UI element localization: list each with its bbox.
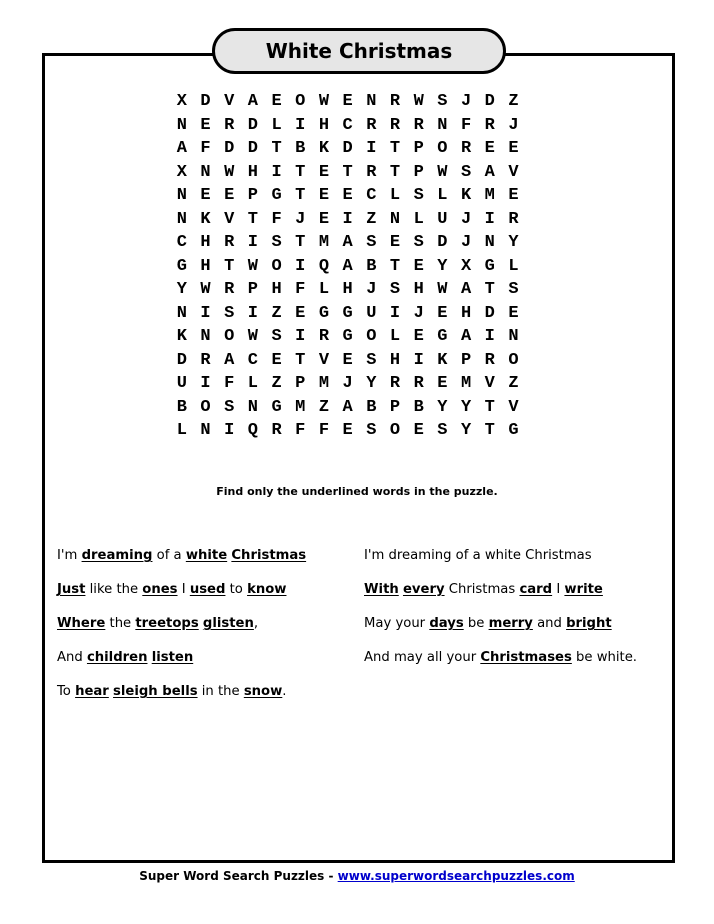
footer-brand: Super Word Search Puzzles - <box>139 869 338 883</box>
grid-letter: V <box>318 350 330 370</box>
grid-letter: C <box>176 233 187 252</box>
grid-letter: M <box>460 374 472 393</box>
grid-letter: R <box>318 327 330 346</box>
grid-letter: A <box>342 256 353 276</box>
grid-letter: J <box>508 115 519 135</box>
grid-letter: H <box>318 115 330 135</box>
grid-letter: G <box>271 186 282 205</box>
grid-letter: R <box>389 115 401 135</box>
grid-letter: I <box>247 303 258 323</box>
grid-letter: A <box>176 139 187 158</box>
grid-letter: D <box>224 139 235 158</box>
grid-letter: T <box>224 256 235 276</box>
grid-letter: S <box>366 350 377 370</box>
grid-letter: T <box>484 280 495 299</box>
grid-letter: C <box>366 186 377 205</box>
grid-letter: E <box>342 350 353 370</box>
grid-letter: R <box>200 350 211 370</box>
grid-letter: I <box>200 303 211 323</box>
grid-letter: R <box>413 374 424 393</box>
grid-row <box>170 419 550 443</box>
grid-letter: B <box>366 397 377 417</box>
keyword: every <box>402 582 445 597</box>
grid-letter: G <box>508 421 519 440</box>
grid-letter: I <box>389 303 401 323</box>
grid-row <box>170 90 550 114</box>
grid-letter: G <box>342 303 353 323</box>
grid-letter: R <box>460 139 472 158</box>
grid-letter: W <box>437 280 448 299</box>
grid-letter: N <box>437 115 448 135</box>
grid-letter: S <box>460 162 472 182</box>
grid-letter: T <box>389 162 401 182</box>
grid-letter: Y <box>176 280 187 299</box>
grid-letter: E <box>224 186 235 205</box>
grid-row <box>170 255 550 279</box>
grid-letter: I <box>295 115 306 135</box>
grid-letter: V <box>224 92 235 111</box>
grid-letter: B <box>366 256 377 276</box>
grid-letter: H <box>342 280 353 299</box>
grid-letter: D <box>484 303 495 323</box>
grid-letter: N <box>176 186 187 205</box>
grid-letter: E <box>508 303 519 323</box>
grid-letter: P <box>247 280 258 299</box>
grid-letter: N <box>508 327 519 346</box>
keyword: hear <box>75 684 109 699</box>
grid-letter: E <box>342 92 353 111</box>
grid-letter: Y <box>508 233 519 252</box>
grid-letter: K <box>200 209 211 229</box>
grid-letter: I <box>366 139 377 158</box>
grid-letter: F <box>295 421 306 440</box>
grid-letter: Z <box>271 303 282 323</box>
grid-letter: E <box>200 115 211 135</box>
keyword: glisten <box>202 616 254 631</box>
grid-letter: T <box>295 162 306 182</box>
grid-letter: S <box>366 421 377 440</box>
grid-letter: H <box>200 256 211 276</box>
grid-letter: E <box>318 209 330 229</box>
grid-letter: T <box>484 421 495 440</box>
grid-letter: B <box>295 139 306 158</box>
grid-letter: T <box>295 186 306 205</box>
lyric-text: Christmas <box>444 582 520 597</box>
grid-letter: O <box>200 397 211 417</box>
grid-letter: I <box>413 350 424 370</box>
grid-letter: E <box>271 350 282 370</box>
grid-letter: E <box>318 162 330 182</box>
grid-letter: J <box>460 209 472 229</box>
instruction-text: Find only the underlined words in the puzzle. <box>216 485 498 498</box>
grid-row <box>170 396 550 420</box>
lyric-text: of a <box>152 548 186 563</box>
lyric-text: , <box>253 616 259 631</box>
grid-letter: L <box>318 280 330 299</box>
grid-letter: X <box>176 92 187 111</box>
grid-letter: M <box>318 374 330 393</box>
grid-letter: F <box>318 421 330 440</box>
keyword: sleigh bells <box>113 684 198 699</box>
grid-letter: W <box>318 92 330 111</box>
grid-letter: P <box>413 162 424 182</box>
grid-letter: J <box>413 303 424 323</box>
grid-letter: W <box>200 280 211 299</box>
lyric-text: And <box>57 650 87 665</box>
grid-letter: M <box>295 397 306 417</box>
keyword: bright <box>566 616 612 631</box>
grid-letter: T <box>389 256 401 276</box>
lyric-text: the <box>105 616 136 631</box>
grid-letter: M <box>318 233 330 252</box>
lyric-line <box>57 681 306 715</box>
grid-row <box>170 372 550 396</box>
grid-letter: I <box>224 421 235 440</box>
grid-letter: D <box>437 233 448 252</box>
lyrics-right-column <box>364 545 637 681</box>
grid-letter: D <box>247 115 258 135</box>
grid-letter: B <box>176 397 187 417</box>
grid-letter: G <box>484 256 495 276</box>
grid-letter: E <box>484 139 495 158</box>
grid-letter: D <box>176 350 187 370</box>
grid-row <box>170 184 550 208</box>
lyric-text: be white. <box>571 650 637 665</box>
grid-letter: H <box>460 303 472 323</box>
grid-letter: L <box>271 115 282 135</box>
grid-letter: T <box>484 397 495 417</box>
grid-letter: L <box>437 186 448 205</box>
grid-letter: E <box>200 186 211 205</box>
grid-letter: P <box>460 350 472 370</box>
grid-letter: N <box>176 209 187 229</box>
grid-letter: A <box>224 350 235 370</box>
grid-letter: W <box>247 327 258 346</box>
grid-letter: D <box>484 92 495 111</box>
keyword: With <box>364 582 399 597</box>
lyric-line <box>57 613 306 647</box>
grid-letter: E <box>413 256 424 276</box>
grid-letter: G <box>271 397 282 417</box>
grid-letter: I <box>271 162 282 182</box>
footer-link[interactable]: www.superwordsearchpuzzles.com <box>337 869 575 883</box>
grid-letter: E <box>389 233 401 252</box>
grid-letter: S <box>271 233 282 252</box>
lyric-text: I'm dreaming of a white Christmas <box>364 548 592 563</box>
grid-letter: A <box>460 327 472 346</box>
keyword: know <box>247 582 287 597</box>
keyword: days <box>429 616 464 631</box>
grid-letter: E <box>271 92 282 111</box>
grid-letter: P <box>413 139 424 158</box>
grid-letter: Z <box>366 209 377 229</box>
lyric-text: . <box>282 684 287 699</box>
grid-letter: F <box>224 374 235 393</box>
grid-letter: E <box>295 303 306 323</box>
grid-letter: O <box>295 92 306 111</box>
grid-letter: O <box>508 350 519 370</box>
grid-letter: V <box>508 162 519 182</box>
grid-letter: K <box>460 186 472 205</box>
grid-letter: P <box>295 374 306 393</box>
grid-letter: A <box>342 397 353 417</box>
grid-letter: O <box>366 327 377 346</box>
grid-row <box>170 114 550 138</box>
grid-letter: A <box>247 92 258 111</box>
grid-letter: X <box>460 256 472 276</box>
keyword: treetops <box>135 616 199 631</box>
grid-letter: S <box>224 397 235 417</box>
grid-letter: Z <box>318 397 330 417</box>
keyword: card <box>519 582 553 597</box>
grid-letter: L <box>389 327 401 346</box>
lyric-line <box>364 647 637 681</box>
grid-letter: E <box>413 327 424 346</box>
keyword: Just <box>57 582 86 597</box>
keyword: dreaming <box>81 548 153 563</box>
keyword: Christmas <box>231 548 307 563</box>
footer <box>0 869 714 883</box>
grid-letter: I <box>295 327 306 346</box>
keyword: snow <box>243 684 283 699</box>
lyric-text: I <box>177 582 190 597</box>
grid-letter: A <box>484 162 495 182</box>
grid-letter: E <box>342 421 353 440</box>
grid-letter: R <box>484 115 495 135</box>
grid-letter: F <box>271 209 282 229</box>
grid-letter: K <box>437 350 448 370</box>
grid-letter: N <box>176 115 187 135</box>
grid-letter: H <box>247 162 258 182</box>
grid-letter: W <box>413 92 424 111</box>
lyric-text: in the <box>197 684 244 699</box>
lyric-line <box>364 545 637 579</box>
keyword: Christmases <box>480 650 572 665</box>
grid-letter: G <box>342 327 353 346</box>
grid-letter: D <box>200 92 211 111</box>
grid-letter: S <box>389 280 401 299</box>
grid-letter: T <box>295 233 306 252</box>
grid-letter: N <box>176 303 187 323</box>
puzzle-title: White Christmas <box>212 28 506 74</box>
grid-letter: R <box>224 115 235 135</box>
grid-letter: P <box>389 397 401 417</box>
grid-letter: Y <box>437 256 448 276</box>
grid-row <box>170 278 550 302</box>
lyric-text: like the <box>85 582 143 597</box>
grid-letter: B <box>413 397 424 417</box>
grid-letter: Q <box>247 421 258 440</box>
grid-letter: K <box>176 327 187 346</box>
grid-letter: N <box>484 233 495 252</box>
grid-letter: I <box>247 233 258 252</box>
grid-letter: O <box>389 421 401 440</box>
grid-row <box>170 137 550 161</box>
grid-letter: O <box>271 256 282 276</box>
grid-letter: H <box>200 233 211 252</box>
grid-letter: I <box>484 209 495 229</box>
grid-letter: U <box>176 374 187 393</box>
keyword: children <box>86 650 148 665</box>
grid-letter: T <box>389 139 401 158</box>
grid-row <box>170 302 550 326</box>
grid-letter: E <box>318 186 330 205</box>
grid-letter: L <box>389 186 401 205</box>
grid-letter: R <box>224 280 235 299</box>
grid-letter: A <box>342 233 353 252</box>
grid-letter: R <box>389 374 401 393</box>
keyword: white <box>185 548 228 563</box>
grid-letter: N <box>200 162 211 182</box>
grid-letter: E <box>508 139 519 158</box>
grid-letter: A <box>460 280 472 299</box>
lyric-line <box>364 579 637 613</box>
grid-letter: Z <box>508 92 519 111</box>
grid-letter: S <box>271 327 282 346</box>
grid-letter: W <box>224 162 235 182</box>
grid-letter: U <box>437 209 448 229</box>
grid-row <box>170 208 550 232</box>
grid-letter: R <box>389 92 401 111</box>
grid-letter: Q <box>318 256 330 276</box>
grid-letter: G <box>437 327 448 346</box>
grid-letter: I <box>484 327 495 346</box>
grid-letter: H <box>413 280 424 299</box>
lyric-line <box>364 613 637 647</box>
grid-row <box>170 349 550 373</box>
lyric-line <box>57 647 306 681</box>
grid-letter: G <box>176 256 187 276</box>
grid-row <box>170 325 550 349</box>
grid-letter: Y <box>437 397 448 417</box>
keyword: used <box>189 582 226 597</box>
grid-letter: I <box>200 374 211 393</box>
grid-letter: C <box>342 115 353 135</box>
grid-row <box>170 231 550 255</box>
grid-letter: J <box>295 209 306 229</box>
grid-letter: I <box>342 209 353 229</box>
grid-letter: T <box>247 209 258 229</box>
lyric-text: I'm <box>57 548 82 563</box>
lyric-line <box>57 579 306 613</box>
grid-letter: R <box>271 421 282 440</box>
lyric-text: and <box>532 616 567 631</box>
grid-letter: R <box>366 162 377 182</box>
grid-letter: D <box>247 139 258 158</box>
grid-letter: F <box>295 280 306 299</box>
grid-letter: P <box>247 186 258 205</box>
grid-letter: S <box>437 92 448 111</box>
grid-letter: R <box>224 233 235 252</box>
lyric-text: to <box>225 582 248 597</box>
grid-letter: W <box>247 256 258 276</box>
grid-letter: Z <box>271 374 282 393</box>
grid-letter: O <box>224 327 235 346</box>
grid-letter: C <box>247 350 258 370</box>
grid-letter: Z <box>508 374 519 393</box>
grid-letter: I <box>295 256 306 276</box>
grid-letter: O <box>437 139 448 158</box>
lyric-text: May your <box>364 616 430 631</box>
grid-letter: D <box>342 139 353 158</box>
grid-letter: N <box>200 327 211 346</box>
grid-letter: S <box>413 186 424 205</box>
letter-grid <box>170 90 550 443</box>
lyric-text: I <box>552 582 565 597</box>
lyric-text: be <box>463 616 489 631</box>
keyword: merry <box>488 616 533 631</box>
grid-letter: M <box>484 186 495 205</box>
grid-letter: L <box>508 256 519 276</box>
grid-letter: N <box>200 421 211 440</box>
grid-letter: J <box>342 374 353 393</box>
grid-letter: S <box>508 280 519 299</box>
keyword: Where <box>57 616 106 631</box>
keyword: write <box>564 582 603 597</box>
grid-letter: X <box>176 162 187 182</box>
grid-letter: T <box>342 162 353 182</box>
grid-letter: K <box>318 139 330 158</box>
grid-letter: E <box>342 186 353 205</box>
grid-letter: T <box>271 139 282 158</box>
grid-letter: J <box>366 280 377 299</box>
grid-letter: Y <box>366 374 377 393</box>
grid-letter: L <box>413 209 424 229</box>
grid-letter: F <box>200 139 211 158</box>
keyword: listen <box>151 650 194 665</box>
grid-row <box>170 161 550 185</box>
grid-letter: S <box>366 233 377 252</box>
grid-letter: J <box>460 92 472 111</box>
grid-letter: V <box>508 397 519 417</box>
grid-letter: E <box>437 303 448 323</box>
grid-letter: N <box>247 397 258 417</box>
grid-letter: Y <box>460 397 472 417</box>
grid-letter: Y <box>460 421 472 440</box>
grid-letter: H <box>271 280 282 299</box>
grid-letter: R <box>413 115 424 135</box>
grid-letter: E <box>437 374 448 393</box>
grid-letter: V <box>224 209 235 229</box>
grid-letter: J <box>460 233 472 252</box>
grid-letter: R <box>484 350 495 370</box>
lyric-text: To <box>57 684 76 699</box>
lyric-line <box>57 545 306 579</box>
grid-letter: N <box>389 209 401 229</box>
grid-letter: E <box>413 421 424 440</box>
keyword: ones <box>142 582 178 597</box>
grid-letter: V <box>484 374 495 393</box>
grid-letter: U <box>366 303 377 323</box>
grid-letter: G <box>318 303 330 323</box>
grid-letter: L <box>247 374 258 393</box>
grid-letter: E <box>508 186 519 205</box>
grid-letter: R <box>366 115 377 135</box>
grid-letter: T <box>295 350 306 370</box>
grid-letter: S <box>437 421 448 440</box>
lyric-text: And may all your <box>364 650 481 665</box>
grid-letter: S <box>413 233 424 252</box>
grid-letter: W <box>437 162 448 182</box>
lyrics-left-column <box>57 545 306 715</box>
grid-letter: L <box>176 421 187 440</box>
grid-letter: F <box>460 115 472 135</box>
grid-letter: H <box>389 350 401 370</box>
grid-letter: N <box>366 92 377 111</box>
grid-letter: S <box>224 303 235 323</box>
grid-letter: R <box>508 209 519 229</box>
